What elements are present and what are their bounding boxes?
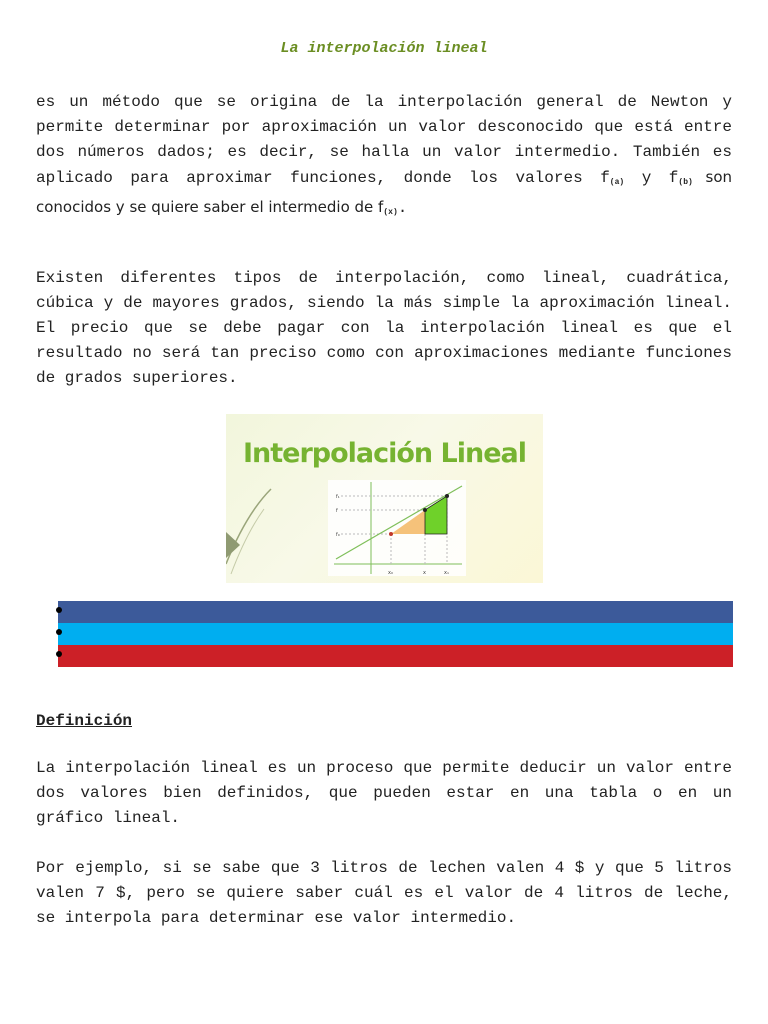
subscript-x: (x)	[383, 208, 398, 217]
subscript-a: (a)	[609, 178, 625, 187]
page-title: La interpolación lineal	[280, 40, 488, 57]
label-x1: x₁	[444, 570, 449, 576]
label-y0: f₀	[336, 532, 340, 538]
label-y: f	[336, 508, 338, 514]
intro-text-1: es un método que se origina de la interpolación general de Newton y permite determinar por aproximación un valor desconocido que está entre dos números dados; es decir, se halla un valor intermedio. También es aplicado para aproximar funciones, donde los valores f	[36, 93, 732, 187]
color-bars	[58, 601, 733, 667]
point-0	[389, 532, 393, 536]
example-paragraph: Por ejemplo, si se sabe que 3 litros de lechen valen 4 $ y que 5 litros valen 7 $, pero se quiere saber cuál es el valor de 4 litros de leche, se interpola para determinar ese valor intermedio.	[36, 859, 732, 927]
types-paragraph: Existen diferentes tipos de interpolación, como lineal, cuadrática, cúbica y de mayores grados, siendo la más simple la aproximación lineal. El precio que se debe pagar con la interpolación lineal es que el resultado no será tan preciso como con aproximaciones mediante funciones de grados superiores.	[36, 269, 732, 387]
bullet-icon	[56, 607, 62, 613]
subscript-b: (b)	[678, 178, 693, 187]
decor-swoosh	[226, 489, 271, 564]
intro-paragraph	[36, 90, 732, 225]
bar-red	[58, 645, 733, 667]
figure-title: Interpolación Lineal	[242, 438, 527, 469]
bar-blue	[58, 601, 733, 623]
label-x: x	[423, 570, 426, 576]
label-y1: f₁	[336, 494, 340, 500]
point-1	[445, 494, 449, 498]
intro-text-3: son conocidos y se quiere saber el intermedio de f	[36, 168, 732, 216]
interpolation-figure	[226, 414, 543, 583]
definition-paragraph: La interpolación lineal es un proceso que permite deducir un valor entre dos valores bien definidos, que pueden estar en una tabla o en un gráfico lineal.	[36, 759, 732, 827]
definition-heading: Definición	[36, 712, 133, 730]
intro-text-4: .	[397, 199, 408, 217]
label-x0: x₀	[388, 570, 393, 576]
intro-text-2: y f	[624, 169, 679, 187]
bullet-icon	[56, 651, 62, 657]
bullet-icon	[56, 629, 62, 635]
bar-cyan	[58, 623, 733, 645]
point-mid	[423, 508, 427, 512]
